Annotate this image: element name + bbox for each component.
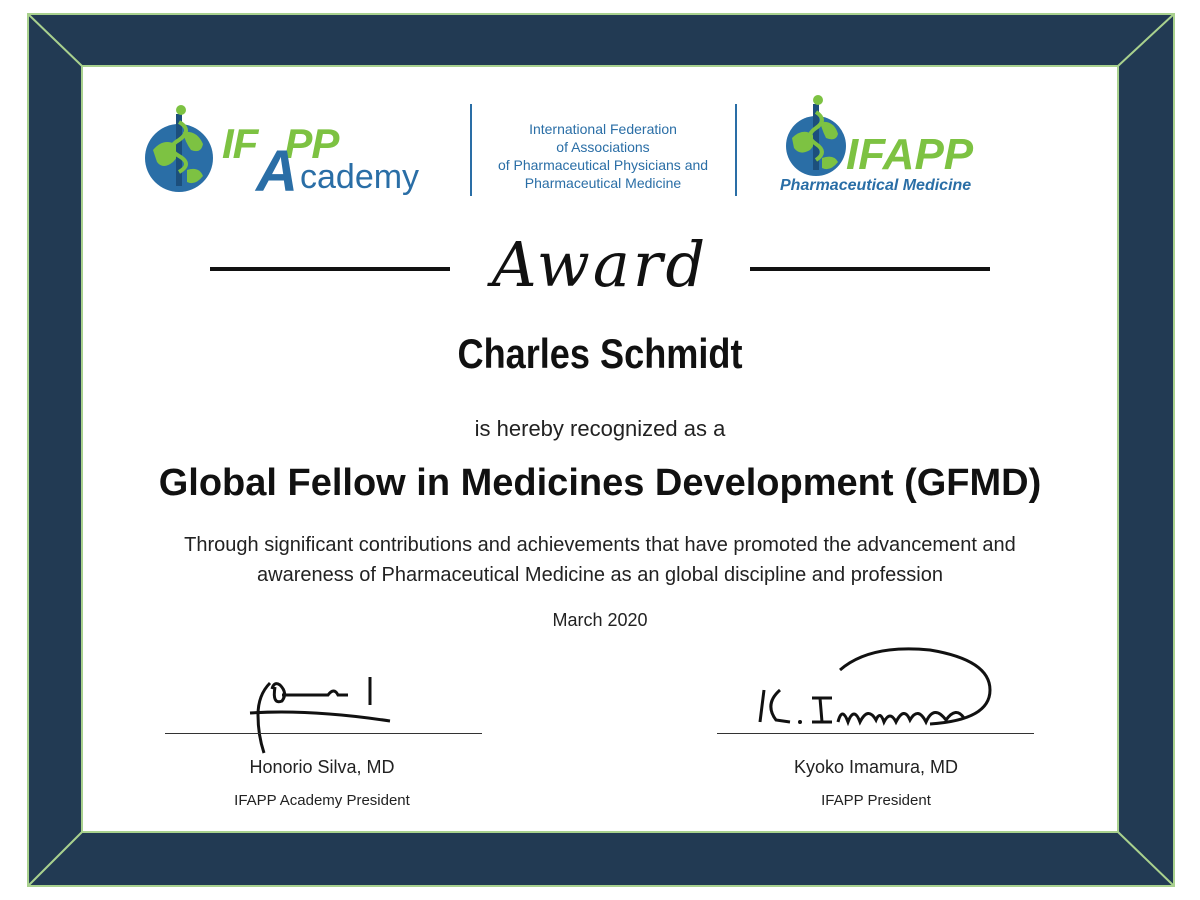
academy-logo-if: IF <box>222 120 256 167</box>
globe-icon <box>143 100 219 196</box>
signature-line-left <box>165 733 482 734</box>
signatory-title-left: IFAPP Academy President <box>234 792 410 809</box>
federation-name <box>478 120 728 192</box>
signature-right <box>750 640 1000 740</box>
federation-line-1: International Federation <box>529 121 677 137</box>
citation-line-1: Through significant contributions and achievements that have promoted the advancement and <box>184 534 1016 556</box>
citation-line-2: awareness of Pharmaceutical Medicine as an global discipline and profession <box>257 564 943 586</box>
fellowship-title: Global Fellow in Medicines Development (GFMD) <box>158 462 1042 504</box>
signature-left <box>230 665 410 765</box>
award-date: March 2020 <box>552 610 648 630</box>
signatory-title-right: IFAPP President <box>821 792 931 809</box>
recipient-name: Charles Schmidt <box>457 330 743 377</box>
academy-logo-pp: PP <box>284 120 339 167</box>
citation <box>0 530 1200 590</box>
signatory-name-right: Kyoko Imamura, MD <box>793 757 959 777</box>
globe-icon <box>782 90 854 182</box>
academy-logo-subtitle: cademy <box>300 158 420 196</box>
ifapp-logo-text: IFAPP <box>846 130 974 179</box>
award-heading: Award <box>491 228 709 301</box>
signatory-name-left: Honorio Silva, MD <box>249 757 395 777</box>
logo-divider-left <box>470 104 472 196</box>
signature-line-right <box>717 733 1034 734</box>
ifapp-logo-subtitle: Pharmaceutical Medicine <box>780 177 972 194</box>
recognition-text: is hereby recognized as a <box>474 416 726 441</box>
logo-divider-right <box>735 104 737 196</box>
federation-line-4: Pharmaceutical Medicine <box>524 175 682 191</box>
federation-line-3: of Pharmaceutical Physicians and <box>497 157 709 173</box>
academy-logo-a: A <box>256 139 298 204</box>
federation-line-2: of Associations <box>556 139 650 155</box>
